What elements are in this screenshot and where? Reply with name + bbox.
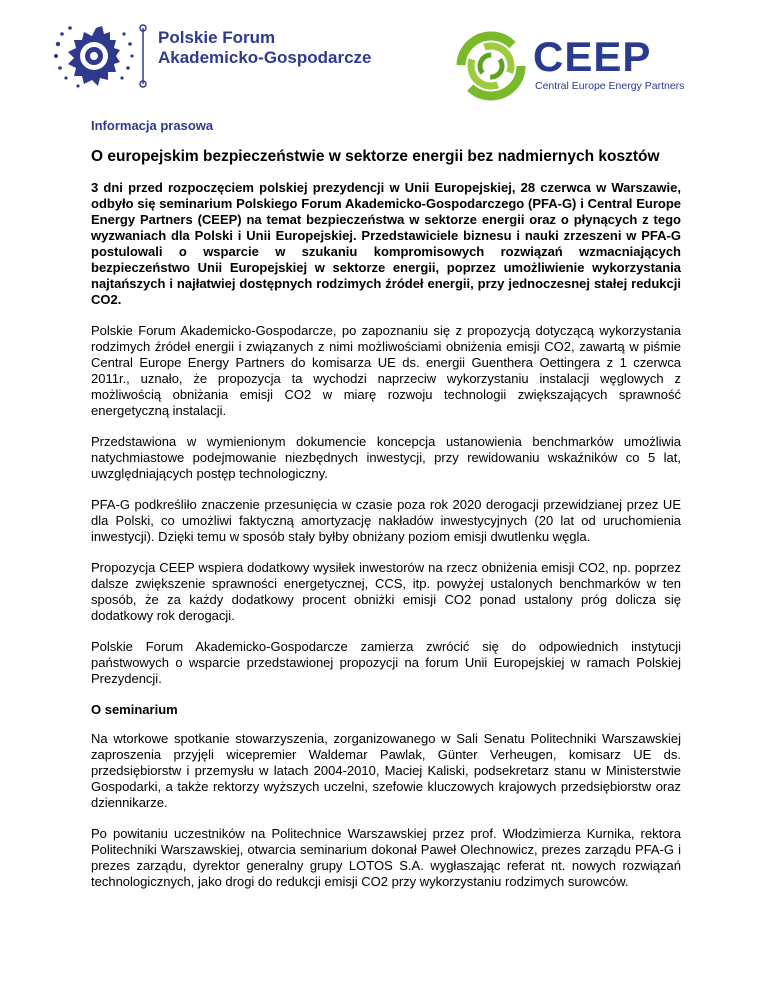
section-title-seminar: O seminarium: [91, 702, 178, 717]
ceep-logo-name: CEEP: [533, 33, 652, 80]
pfag-emblem-icon: [50, 22, 150, 92]
paragraph-7: Po powitaniu uczestników na Politechnice Warszawskiej przez prof. Włodzimierza Kurnika, rektora Politechniki Warszawskiej, otwarcia seminarium dokonał Paweł Olechnowicz, prezes zarządu PFA-G i prezes zarządu, dyrektor generalny grupy LOTOS S.A. wygłaszając referat nt. nowych rozwiązań technologicznych, jako drogi do redukcji emisji CO2 przy wykorzystaniu rodzimych surowców.: [91, 826, 681, 889]
pfag-logo-line1: Polskie Forum: [158, 28, 276, 47]
pfag-logo-line2: Akademicko-Gospodarcze: [158, 48, 372, 67]
ceep-logo-subtitle: Central Europe Energy Partners: [535, 80, 685, 92]
paragraph-4: Propozycja CEEP wspiera dodatkowy wysiłek inwestorów na rzecz obniżenia emisji CO2, np. poprzez dalsze zwiększenie sprawności energetycznej, CCS, itp. powyżej ustalonych benchmarków w ten sposób, że za każdy dodatkowy procent obniżki emisji CO2 ponad ustalony próg dolicza się dodatkowy rok derogacji.: [91, 560, 681, 623]
document-body: [91, 118, 681, 905]
press-release-label: Informacja prasowa: [91, 118, 214, 133]
paragraph-3: PFA-G podkreśliło znaczenie przesunięcia w czasie poza rok 2020 derogacji przewidzianej przez UE dla Polski, co umożliwi faktyczną amortyzację nakładów inwestycyjnych (20 lat od uruchomienia inwestycji). Dzięki temu w sposób stały byłby obniżany poziom emisji dwutlenku węgla.: [91, 497, 681, 544]
paragraph-2: Przedstawiona w wymienionym dokumencie koncepcja ustanowienia benchmarków umożliwia natychmiastowe podejmowanie niezbędnych inwestycji, przy rewidowaniu wskaźników co 5 lat, uwzględniających postęp technologiczny.: [91, 434, 681, 481]
document-title: O europejskim bezpieczeństwie w sektorze energii bez nadmiernych kosztów: [91, 148, 660, 165]
lead-paragraph: 3 dni przed rozpoczęciem polskiej prezydencji w Unii Europejskiej, 28 czerwca w Warszawie, odbyło się seminarium Polskiego Forum Akademicko-Gospodarczego (PFA-G) i Central Europe Energy Partners (CEEP) na temat bezpieczeństwa w sektorze energii oraz o płynących z tego wyzwaniach dla Polski i Unii Europejskiej. Przedstawiciele biznesu i nauki zrzeszeni w PFA-G postulowali o wsparcie w szukaniu kompromisowych rozwiązań wzmacniających bezpieczeństwo Unii Europejskiej w sektorze energii, poprzez umożliwienie wykorzystania najtańszych i najłatwiej dostępnych rodzimych źródeł energii, przy jednoczesnej stałej redukcji CO2.: [91, 180, 681, 307]
paragraph-1: Polskie Forum Akademicko-Gospodarcze, po zapoznaniu się z propozycją dotyczącą wykorzystania rodzimych źródeł energii i związanych z nimi możliwościami obniżenia emisji CO2, zawartą w piśmie Central Europe Energy Partners do komisarza UE ds. energii Guenthera Oettingera z 1 czerwca 2011r., uznało, że propozycja ta wychodzi naprzeciw wykorzystaniu instalacji węglowych z możliwością obniżania emisji CO2 w miarę rozwoju technologii zwiększających sprawność energetyczną instalacji.: [91, 323, 681, 418]
paragraph-6: Na wtorkowe spotkanie stowarzyszenia, zorganizowanego w Sali Senatu Politechniki Warszawskiej zaproszenia przyjęli wicepremier Waldemar Pawlak, Günter Verheugen, komisarz UE ds. przedsiębiorstw i przemysłu w latach 2004-2010, Maciej Kaliski, podsekretarz stanu w Ministerstwie Gospodarki, a także rektorzy wyższych uczelni, szefowie kluczowych krajowych przedsiębiorstw oraz dziennikarze.: [91, 731, 681, 810]
pfag-logo: [50, 22, 372, 92]
ceep-logo: [455, 30, 715, 102]
paragraph-5: Polskie Forum Akademicko-Gospodarcze zamierza zwrócić się do odpowiednich instytucji państwowych o wsparcie przedstawionej propozycji na forum Unii Europejskiej w ramach Polskiej Prezydencji.: [91, 639, 681, 686]
pfag-logo-text: [158, 28, 372, 68]
ceep-swirl-icon: [455, 30, 527, 102]
